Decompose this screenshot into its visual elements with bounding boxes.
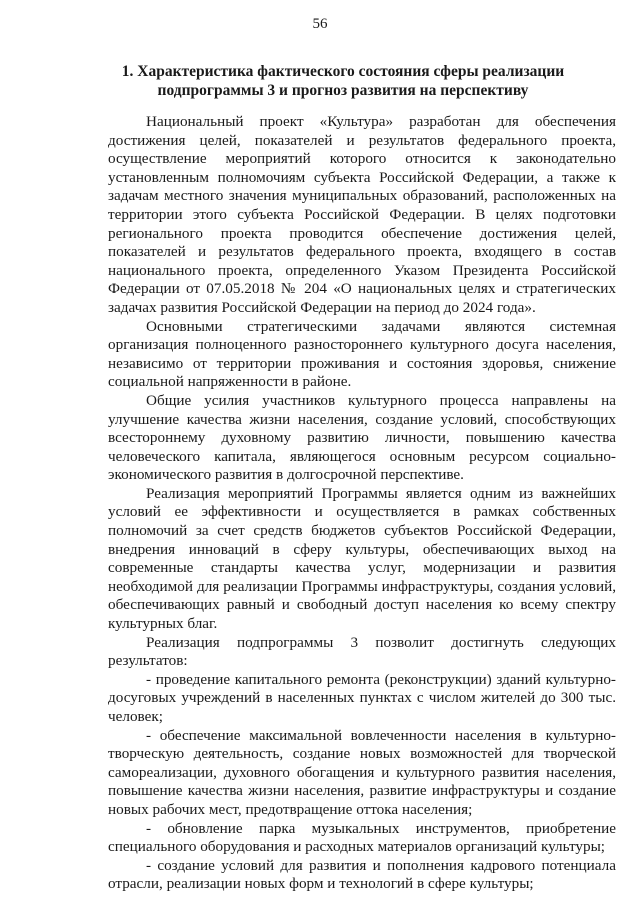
- paragraph-results-intro: Реализация подпрограммы 3 позволит достигнуть следующих результатов:: [108, 633, 616, 670]
- page-number: 56: [312, 16, 328, 32]
- section-heading: [108, 62, 578, 100]
- paragraph-program-implementation: Реализация мероприятий Программы является одним из важнейших условий ее эффективности и осуществляется в рамках собственных полномочий за счет средств бюджетов субъектов Российской Федерации, внедрения инноваций в сферу культуры, обеспечивающих выход на современные стандарты качества услуг, модернизации и развития необходимой для реализации Программы инфраструктуры, создания условий, обеспечивающих равный и свободный доступ населения ко всему спектру культурных благ.: [108, 484, 616, 633]
- section-heading-line-1: 1. Характеристика фактического состояния сферы реализации: [121, 63, 565, 80]
- paragraph-common-efforts: Общие усилия участников культурного процесса направлены на улучшение качества жизни населения, создание условий, способствующих всестороннему духовному развитию личности, повышению качества человеческого капитала, являющегося основным ресурсом социально-экономического развития в долгосрочной перспективе.: [108, 391, 616, 484]
- section-heading-line-2: подпрограммы 3 и прогноз развития на перспективу: [157, 82, 529, 99]
- list-item-personnel-development: - создание условий для развития и пополнения кадрового потенциала отрасли, реализации новых форм и технологий в сфере культуры;: [108, 856, 616, 893]
- list-item-capital-repair: - проведение капитального ремонта (реконструкции) зданий культурно-досуговых учреждений в населенных пунктах с числом жителей до 300 тыс. человек;: [108, 670, 616, 725]
- list-item-population-involvement: - обеспечение максимальной вовлеченности населения в культурно-творческую деятельность, создание новых возможностей для творческой самореализации, духовного обогащения и культурного развития населения, повышение качества жизни населения, развитие инфраструктуры и создание новых рабочих мест, предотвращение оттока населения;: [108, 726, 616, 818]
- body-text: [108, 113, 616, 894]
- paragraph-national-project: Национальный проект «Культура» разработан для обеспечения достижения целей, показателей и результатов федерального проекта, осуществление мероприятий которого относится к законодательно установленным полномочиям субъекта Российской Федерации, а также к задачам местного значения муниципальных образований, расположенных на территории этого субъекта Российской Федерации. В целях подготовки регионального проекта проводится обеспечение достижения целей, показателей и результатов федерального проекта, входящего в состав национального проекта, определенного Указом Президента Российской Федерации от 07.05.2018 № 204 «О национальных целях и стратегических задачах развития Российской Федерации на период до 2024 года».: [108, 113, 616, 316]
- paragraph-strategic-tasks: Основными стратегическими задачами являются системная организация полноценного разностороннего культурного досуга населения, независимо от территории проживания и состояния здоровья, снижение социальной напряженности в районе.: [108, 317, 616, 391]
- list-item-instruments-update: - обновление парка музыкальных инструментов, приобретение специального оборудования и расходных материалов организаций культуры;: [108, 819, 616, 856]
